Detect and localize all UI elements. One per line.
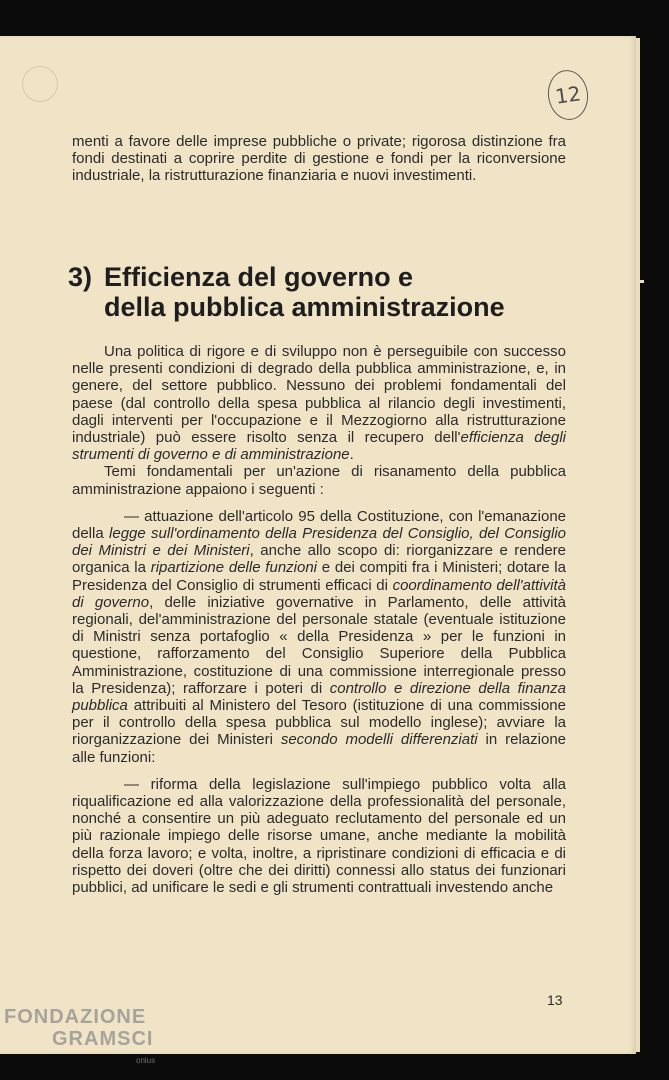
p3-d: ripartizione delle funzioni (150, 559, 318, 577)
section-heading (68, 262, 568, 322)
p3-e: e dei compiti fra i Ministeri; dotare la Presidenza del Consiglio di strumenti efficaci di (72, 559, 566, 594)
p3-a: — attuazione dell'articolo 95 della Costituzione, con l'emanazione della (72, 507, 566, 543)
p3-k: in relazione alle funzioni: (72, 731, 567, 766)
p1-end: . (349, 446, 354, 464)
handwritten-folio-number: 12 (545, 67, 592, 122)
section-number: 3) (68, 262, 93, 292)
page-number: 13 (547, 992, 563, 1008)
p3-i: attribuiti al Ministero del Tesoro (istituzione di una commissione per il controllo della spesa pubblica sul modello inglese); avviare la riorganizzazione dei Ministeri (72, 697, 566, 749)
page-edge (636, 38, 640, 1052)
p3-b: legge sull'ordinamento della Presidenza del Consiglio, del Consiglio dei Ministri e dei Ministeri (72, 525, 567, 560)
intro-paragraph: menti a favore delle imprese pubbliche o private; rigorosa distinzione fra fondi destinati a coprire perdite di gestione e fondi per la riconversione industriale, la ristrutturazione finanziaria e nuovi investimenti. (72, 133, 566, 185)
paragraph-2: Temi fondamentali per un'azione di risanamento della pubblica amministrazione appaiono i seguenti : (72, 463, 566, 498)
p3-h: controllo e direzione della finanza pubblica (72, 679, 566, 715)
p3-g: , delle iniziative governative in Parlamento, delle attività regionali, del'amministrazione del personale statale (eventuale istituzione di Ministri senza portafoglio « della Presidenza » per le funzioni in questione, rafforzamento del Consiglio Superiore della Pubblica Amministrazione, costituzione di una commissione interregionale presso la Presidenza); rafforzare i poteri di (72, 593, 566, 697)
paragraph-4: — riforma della legislazione sull'impiego pubblico volta alla riqualificazione ed alla valorizzazione della professionalità del personale, nonché a consentire un più adeguato reclutamento del personale ed un più razionale impiego delle risorse umane, anche mediante la mobilità della forza lavoro; e volta, inoltre, a ripristinare condizioni di efficacia e di rispetto dei doveri (oltre che dei diritti) connessi allo status dei funzionari pubblici, ad unificare le sedi e gli strumenti contrattuali investendo anche (72, 775, 566, 897)
watermark-line1: FONDAZIONE (4, 1006, 147, 1028)
watermark-line2: GRAMSCI (52, 1028, 154, 1050)
paragraph-3 (72, 508, 566, 766)
section-body (72, 343, 566, 896)
p3-j: secondo modelli differenziati (280, 731, 478, 749)
section-title-line1: Efficienza del governo e (104, 262, 414, 292)
fondazione-gramsci-watermark (4, 1006, 153, 1050)
p1-emphasis: efficienza degli strumenti di governo e di amministrazione (72, 429, 566, 464)
paragraph-1 (72, 343, 566, 463)
faint-stamp-mark (22, 66, 58, 102)
page-edge-mark (638, 280, 644, 283)
p3-f: coordinamento dell'attività di governo (72, 576, 566, 611)
section-title-line2: della pubblica amministrazione (104, 292, 505, 322)
p3-c: , anche allo scopo di: riorganizzare e rendere organica la (72, 542, 566, 577)
p1-text: Una politica di rigore e di sviluppo non è perseguibile con successo nelle presenti condizioni di degrado della pubblica amministrazione, e, in genere, del settore pubblico. Nessuno dei problemi fondamentali del paese (dal controllo della spesa pubblica al rilancio degli investimenti, dagli interventi per l'occupazione e il Mezzogiorno alla ristrutturazione industriale) può essere risolto senza il recupero dell' (72, 343, 566, 447)
watermark-subtitle: onlus (136, 1056, 156, 1065)
